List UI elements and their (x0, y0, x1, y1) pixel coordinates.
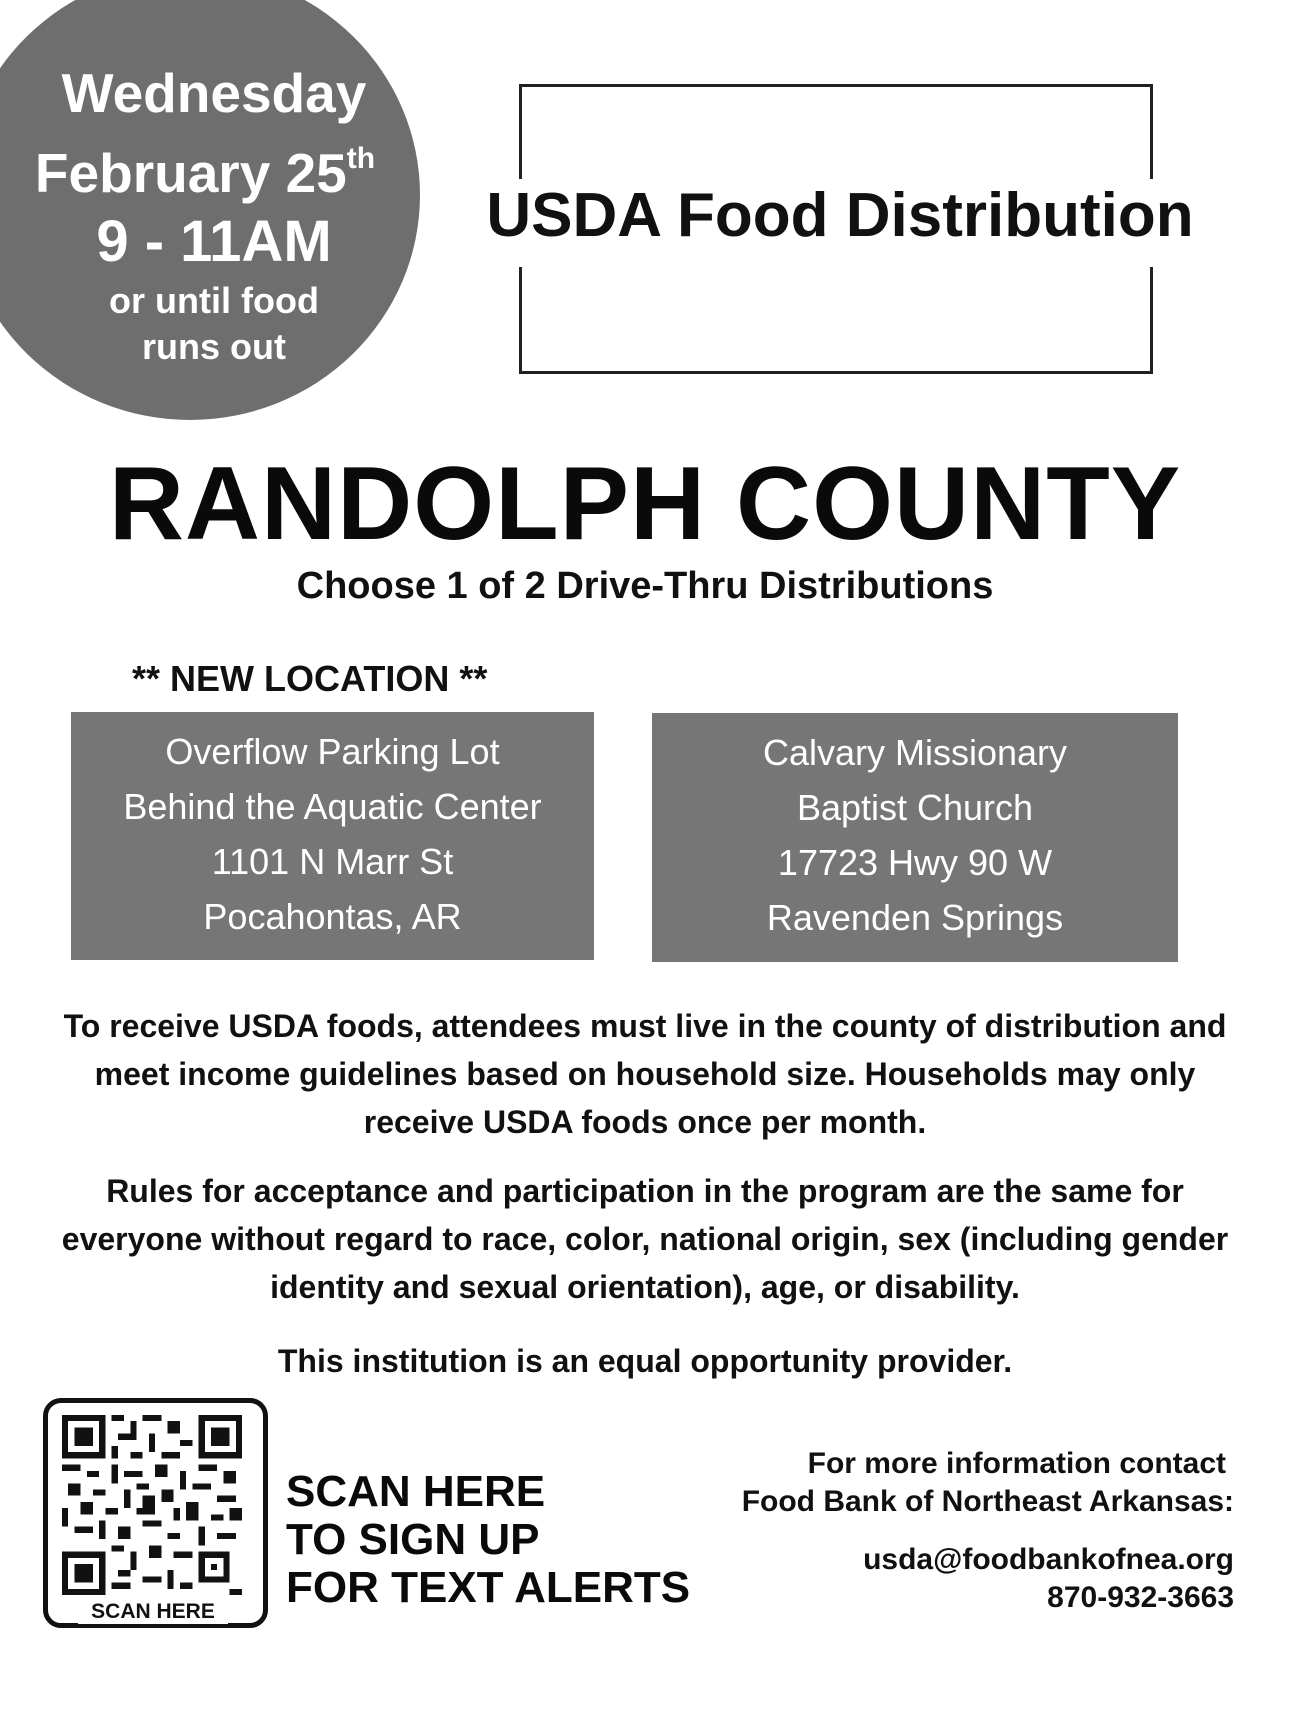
eligibility-text: To receive USDA foods, attendees must live in the county of distribution and meet income guidelines based on household size. Households may only receive USDA foods once per month. (63, 1008, 1227, 1140)
location-2-line-3: 17723 Hwy 90 W (777, 842, 1053, 883)
badge-time: 9 - 11AM (96, 209, 332, 274)
location-1-line-1: Overflow Parking Lot (165, 731, 500, 772)
badge-day: Wednesday (61, 62, 367, 124)
location-2-line-4: Ravenden Springs (766, 897, 1064, 938)
contact-email[interactable]: usda@foodbankofnea.org (863, 1543, 1234, 1576)
badge-date-suffix: th (346, 142, 376, 175)
location-box-1 (71, 712, 594, 960)
contact-info (742, 1445, 1234, 1617)
contact-phone[interactable]: 870-932-3663 (1047, 1581, 1234, 1614)
subtitle: Choose 1 of 2 Drive-Thru Distributions (296, 565, 994, 607)
rules-text: Rules for acceptance and participation in the program are the same for everyone without regard to race, color, national origin, sex (including gender identity and sexual orientation), age, or disability. (61, 1173, 1229, 1305)
contact-line-1: For more information contact (807, 1447, 1226, 1480)
county-heading: RANDOLPH COUNTY (108, 446, 1182, 562)
signup-callout (286, 1468, 690, 1612)
page-title: USDA Food Distribution (486, 181, 1194, 250)
signup-line-2: TO SIGN UP (286, 1515, 540, 1564)
badge-date (0, 126, 420, 206)
location-1-line-2: Behind the Aquatic Center (123, 786, 542, 827)
badge-until-line1: or until food (109, 280, 319, 321)
badge-until-line2: runs out (142, 326, 286, 367)
new-location-tag: ** NEW LOCATION ** (132, 658, 488, 699)
signup-line-3: FOR TEXT ALERTS (286, 1563, 691, 1612)
location-2-line-2: Baptist Church (796, 787, 1034, 828)
equal-opportunity-text: This institution is an equal opportunity provider. (277, 1343, 1013, 1379)
badge-date-text: February 25 (34, 142, 347, 204)
location-1-line-4: Pocahontas, AR (203, 896, 462, 937)
signup-line-1: SCAN HERE (286, 1467, 546, 1516)
contact-line-2: Food Bank of Northeast Arkansas: (741, 1485, 1234, 1518)
date-badge-text (0, 60, 420, 370)
location-1-line-3: 1101 N Marr St (211, 841, 454, 882)
location-2-line-1: Calvary Missionary (762, 732, 1068, 773)
qr-code-icon[interactable] (62, 1415, 242, 1595)
qr-scan-label: SCAN HERE (78, 1600, 228, 1624)
location-box-2 (652, 713, 1178, 962)
